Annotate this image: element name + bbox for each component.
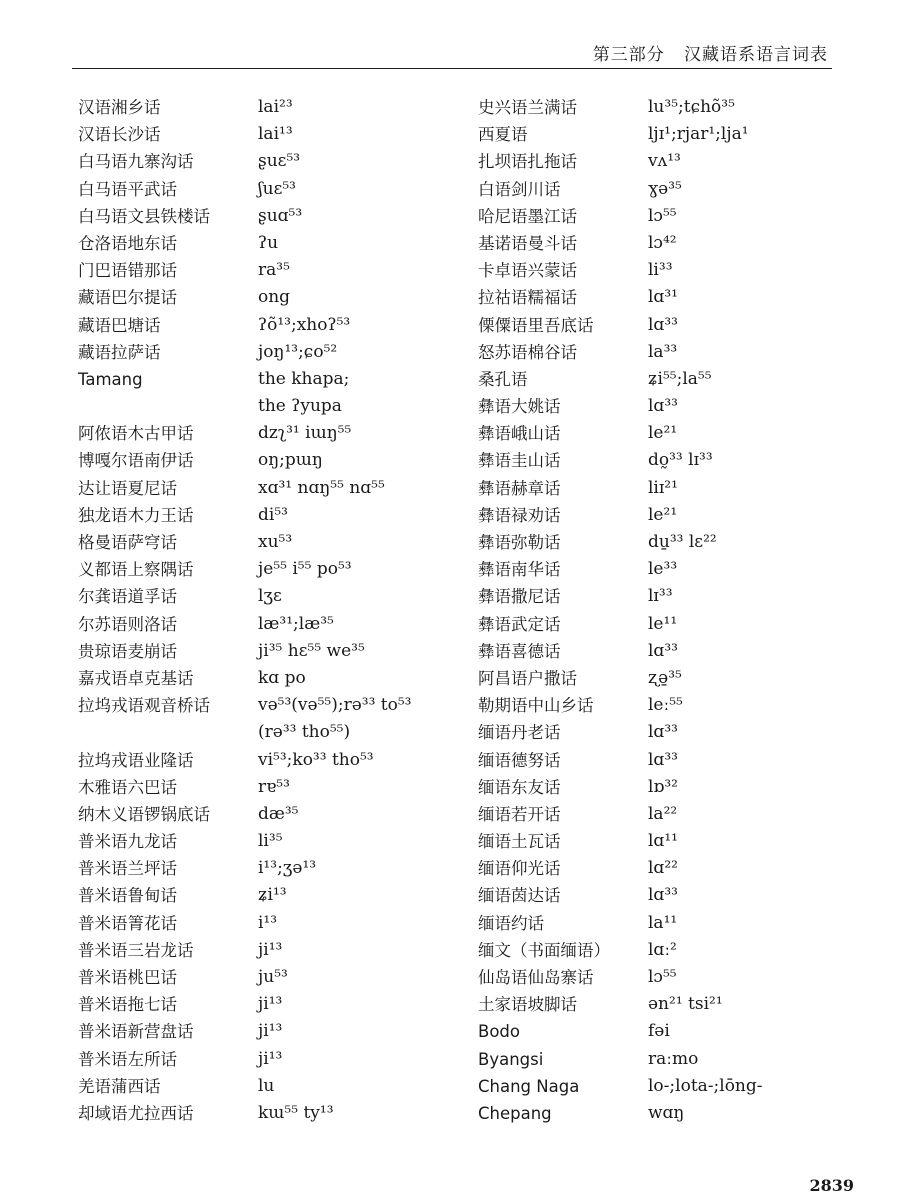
entry-row [478, 882, 838, 909]
entry-row [78, 257, 458, 284]
entry-row [478, 284, 838, 311]
language-name: 拉坞戎语业隆话 [78, 750, 194, 770]
language-name: 彝语大姚话 [478, 397, 561, 417]
word-form: lʒɛ [258, 586, 282, 607]
word-form: li³⁵ [258, 831, 283, 852]
word-form: ju⁵³ [258, 967, 288, 987]
word-form: lu [258, 1075, 275, 1096]
language-name: 缅文（书面缅语） [478, 940, 610, 960]
language-name: 普米语九龙话 [78, 832, 177, 852]
word-form: ʔu [258, 232, 279, 253]
entry-row [478, 719, 838, 746]
language-name: Chepang [478, 1103, 552, 1123]
word-form: je⁵⁵ i⁵⁵ po⁵³ [258, 559, 352, 580]
word-form: xɑ³¹ nɑŋ⁵⁵ nɑ⁵⁵ [258, 477, 385, 498]
entry-row [78, 447, 458, 474]
word-form: lɔ⁵⁵ [648, 967, 677, 987]
word-form: lɑ²² [648, 858, 678, 879]
language-name [78, 719, 258, 746]
header-title: 汉藏语系语言词表 [684, 45, 828, 65]
page-header [0, 0, 900, 70]
entry-row [478, 855, 838, 882]
language-name: 傈僳语里吾底话 [478, 315, 594, 335]
word-form: the khapa; [258, 368, 350, 389]
language-name: Byangsi [478, 1049, 544, 1069]
language-name: 缅语东友话 [478, 777, 561, 797]
language-name: 汉语长沙话 [78, 125, 161, 145]
word-form: liɪ²¹ [648, 477, 678, 498]
language-name: 藏语拉萨话 [78, 342, 161, 362]
language-name: 独龙语木力王话 [78, 505, 194, 525]
language-name: 哈尼语墨江话 [478, 206, 577, 226]
entry-row [78, 203, 458, 230]
entry-row [478, 148, 838, 175]
entry-row [478, 230, 838, 257]
entry-row [478, 257, 838, 284]
word-form: lɔ⁴² [648, 232, 677, 253]
entry-row [478, 692, 838, 719]
entry-row [78, 230, 458, 257]
language-name: 彝语南华话 [478, 560, 561, 580]
language-name: 缅语约话 [478, 913, 544, 933]
word-form: lɑ³³ [648, 640, 678, 661]
word-form: ji³⁵ hɛ⁵⁵ we³⁵ [258, 640, 365, 661]
entry-row [78, 774, 458, 801]
word-form: du̱³³ lɛ²² [648, 532, 717, 552]
entry-row [478, 1018, 838, 1045]
entry-row [478, 529, 838, 556]
word-form: li³³ [648, 260, 673, 281]
word-form: lo-;lota-;lōng- [648, 1075, 763, 1096]
left-column [78, 94, 458, 1127]
entry-row [478, 420, 838, 447]
language-name: 彝语峨山话 [478, 424, 561, 444]
language-name: 桑孔语 [478, 369, 528, 389]
word-form: le²¹ [648, 423, 678, 444]
entry-row [78, 665, 458, 692]
language-name: Bodo [478, 1022, 520, 1042]
entry-row [478, 312, 838, 339]
language-name: 拉祜语糯福话 [478, 288, 577, 308]
word-form: lai¹³ [258, 124, 293, 145]
word-form: lɑ³³ [648, 749, 678, 770]
section-label: 第三部分 [592, 45, 665, 65]
word-form: kɑ po [258, 667, 306, 688]
entry-row [78, 692, 458, 719]
entry-row [478, 937, 838, 964]
entry-row [478, 393, 838, 420]
entry-row [478, 121, 838, 148]
language-name: 彝语圭山话 [478, 451, 561, 471]
language-name: 普米语兰坪话 [78, 859, 177, 879]
entry-continuation [78, 393, 458, 420]
entry-row [78, 312, 458, 339]
entry-row [478, 339, 838, 366]
language-name: 彝语武定话 [478, 614, 561, 634]
language-name: 阿昌语户撒话 [478, 668, 577, 688]
entry-row [78, 366, 458, 393]
language-name: 普米语新营盘话 [78, 1022, 194, 1042]
entry-row [478, 910, 838, 937]
language-name: 拉坞戎语观音桥话 [78, 696, 210, 716]
word-form: lɑ¹¹ [648, 831, 678, 852]
word-form: oŋ;pɯŋ [258, 450, 323, 471]
entry-row [478, 94, 838, 121]
language-name: 彝语弥勒话 [478, 533, 561, 552]
word-form: ʑi⁵⁵;la⁵⁵ [648, 368, 712, 389]
language-name: 贵琼语麦崩话 [78, 641, 177, 661]
language-name: 彝语喜德话 [478, 641, 561, 661]
entry-row [478, 176, 838, 203]
word-form: ʂuɑ⁵³ [258, 205, 303, 226]
word-form: le²¹ [648, 504, 678, 525]
language-name: 藏语巴塘话 [78, 315, 161, 335]
language-name: Tamang [78, 369, 143, 389]
language-name: 尔苏语则洛话 [78, 614, 177, 634]
word-form: le³³ [648, 559, 678, 580]
word-form: ji¹³ [258, 1021, 283, 1042]
entry-row [478, 665, 838, 692]
language-name: 白马语平武话 [78, 179, 177, 199]
word-form: raːmo [648, 1048, 699, 1069]
language-name: 博嘎尔语南伊话 [78, 451, 194, 471]
word-form: vʌ¹³ [648, 151, 681, 172]
entry-row [478, 1046, 838, 1073]
language-name: 仙岛语仙岛寨话 [478, 968, 594, 987]
word-form: dæ³⁵ [258, 803, 299, 824]
language-name [78, 393, 258, 420]
running-head [593, 40, 828, 65]
word-form: lɑ³¹ [648, 287, 678, 308]
language-name: 彝语禄劝话 [478, 505, 561, 525]
language-name: 汉语湘乡话 [78, 98, 161, 117]
word-form: ʑi¹³ [258, 885, 287, 906]
language-name: 仓洛语地东话 [78, 233, 177, 253]
entry-row [78, 747, 458, 774]
entry-row [78, 94, 458, 121]
page-number: 2839 [809, 1176, 854, 1195]
entry-row [78, 339, 458, 366]
word-form: i¹³ [258, 912, 278, 933]
word-form: fəi [648, 1021, 670, 1042]
entry-row [478, 991, 838, 1018]
language-name: 却域语尤拉西话 [78, 1103, 194, 1123]
word-form: xu⁵³ [258, 532, 293, 552]
language-name: 彝语赫章话 [478, 478, 561, 498]
entry-row [478, 366, 838, 393]
word-form: ji¹³ [258, 994, 283, 1015]
word-form: lɑ³³ [648, 722, 678, 743]
entry-row [78, 801, 458, 828]
word-form: ɣə³⁵ [648, 178, 682, 199]
entry-row [478, 638, 838, 665]
entry-row [78, 910, 458, 937]
entry-row [78, 964, 458, 991]
entry-row [78, 611, 458, 638]
word-form: lai²³ [258, 97, 293, 117]
word-form: ən²¹ tsi²¹ [648, 994, 723, 1015]
word-form: i¹³;ʒə¹³ [258, 858, 317, 879]
language-name: 普米语鲁甸话 [78, 886, 177, 906]
language-name: 白马语九寨沟话 [78, 152, 194, 172]
word-form: ji¹³ [258, 1048, 283, 1069]
word-form: lɪ³³ [648, 586, 673, 607]
word-form: lɒ³² [648, 776, 678, 797]
entry-row [478, 556, 838, 583]
entry-row [78, 420, 458, 447]
word-form: læ³¹;læ³⁵ [258, 613, 334, 634]
entry-row [78, 176, 458, 203]
language-name: 缅语若开话 [478, 804, 561, 824]
entry-row [78, 828, 458, 855]
language-name: 彝语撒尼话 [478, 587, 561, 607]
word-form: lu³⁵;tɕhõ³⁵ [648, 97, 735, 117]
entry-row [478, 747, 838, 774]
word-form: ʂuɛ⁵³ [258, 151, 301, 172]
word-form: dzʅ³¹ iɯŋ⁵⁵ [258, 423, 352, 444]
language-name: 格曼语萨穹话 [78, 533, 177, 552]
entry-row [478, 475, 838, 502]
word-form: lɑː² [648, 939, 677, 960]
word-form: ra³⁵ [258, 260, 290, 281]
language-name: Chang Naga [478, 1076, 580, 1096]
word-form: la¹¹ [648, 912, 678, 933]
word-form: leː⁵⁵ [648, 695, 683, 716]
word-form: lɔ⁵⁵ [648, 205, 677, 226]
entry-row [78, 502, 458, 529]
entry-row [478, 203, 838, 230]
language-name: 缅语丹老话 [478, 723, 561, 743]
word-form: di⁵³ [258, 504, 288, 525]
word-form: (rə³³ tho⁵⁵) [258, 722, 351, 743]
word-form: le¹¹ [648, 613, 678, 634]
entry-row [78, 148, 458, 175]
word-form: wɑŋ [648, 1102, 685, 1123]
word-form: ʐə̱³⁵ [648, 667, 682, 688]
word-form: ong [258, 287, 291, 308]
language-name: 怒苏语棉谷话 [478, 342, 577, 362]
language-name: 阿侬语木古甲话 [78, 424, 194, 444]
entry-row [478, 611, 838, 638]
language-name: 白马语文县铁楼话 [78, 206, 210, 226]
language-name: 门巴语错那话 [78, 261, 177, 281]
word-form: the ʔyupa [258, 396, 342, 417]
language-name: 卡卓语兴蒙话 [478, 261, 577, 281]
language-name: 木雅语六巴话 [78, 777, 177, 797]
language-name: 藏语巴尔提话 [78, 288, 177, 308]
word-form: rɐ⁵³ [258, 776, 290, 797]
entry-row [78, 121, 458, 148]
entry-row [478, 964, 838, 991]
entry-row [478, 801, 838, 828]
word-form: ljɪ¹;rjar¹;lja¹ [648, 124, 749, 145]
word-form: ji¹³ [258, 939, 283, 960]
language-name: 普米语左所话 [78, 1049, 177, 1069]
entry-row [78, 1073, 458, 1100]
entry-row [478, 1100, 838, 1127]
language-name: 白语剑川话 [478, 179, 561, 199]
word-form: ʃuɛ⁵³ [258, 178, 297, 199]
language-name: 普米语桃巴话 [78, 968, 177, 987]
entry-row [78, 556, 458, 583]
entry-row [478, 774, 838, 801]
language-name: 扎坝语扎拖话 [478, 152, 577, 172]
entry-row [78, 882, 458, 909]
language-name: 羌语蒲西话 [78, 1076, 161, 1096]
entry-row [78, 529, 458, 556]
word-form: lɑ³³ [648, 314, 678, 335]
entry-row [78, 475, 458, 502]
language-name: 缅语土瓦话 [478, 832, 561, 852]
language-name: 普米语拖七话 [78, 995, 177, 1015]
entry-row [78, 1100, 458, 1127]
language-name: 义都语上察隅话 [78, 560, 194, 580]
language-name: 缅语德努话 [478, 750, 561, 770]
word-form: vi⁵³;ko³³ tho⁵³ [258, 749, 374, 770]
language-name: 达让语夏尼话 [78, 478, 177, 498]
entry-row [78, 855, 458, 882]
word-form: do̰³³ lɪ³³ [648, 450, 713, 471]
language-name: 缅语仰光话 [478, 859, 561, 879]
word-form: lɑ³³ [648, 885, 678, 906]
header-rule [72, 68, 832, 69]
language-name: 尔龚语道孚话 [78, 587, 177, 607]
language-name: 西夏语 [478, 125, 528, 145]
entry-row [78, 1018, 458, 1045]
language-name: 普米语箐花话 [78, 913, 177, 933]
entry-row [478, 828, 838, 855]
word-form: joŋ¹³;ɕo⁵² [258, 341, 338, 362]
language-name: 嘉戎语卓克基话 [78, 668, 194, 688]
language-name: 土家语坡脚话 [478, 995, 577, 1015]
language-name: 基诺语曼斗话 [478, 233, 577, 253]
word-form: ʔõ¹³;xhoʔ⁵³ [258, 314, 351, 335]
word-form: lɑ³³ [648, 396, 678, 417]
entry-row [478, 1073, 838, 1100]
language-name: 勒期语中山乡话 [478, 696, 594, 716]
entry-row [478, 583, 838, 610]
right-column [478, 94, 838, 1127]
language-name: 史兴语兰满话 [478, 98, 577, 117]
entry-row [78, 583, 458, 610]
entry-row [478, 447, 838, 474]
word-form: la²² [648, 803, 678, 824]
word-form: kɯ⁵⁵ ty¹³ [258, 1102, 334, 1123]
entry-row [78, 284, 458, 311]
word-form: la³³ [648, 341, 678, 362]
entry-row [78, 937, 458, 964]
language-name: 纳木义语锣锅底话 [78, 804, 210, 824]
language-name: 普米语三岩龙话 [78, 940, 194, 960]
entry-row [478, 502, 838, 529]
entry-continuation [78, 719, 458, 746]
entry-row [78, 638, 458, 665]
entry-row [78, 991, 458, 1018]
entry-row [78, 1046, 458, 1073]
word-form: və⁵³(və⁵⁵);rə³³ to⁵³ [258, 695, 412, 716]
language-name: 缅语茵达话 [478, 886, 561, 906]
